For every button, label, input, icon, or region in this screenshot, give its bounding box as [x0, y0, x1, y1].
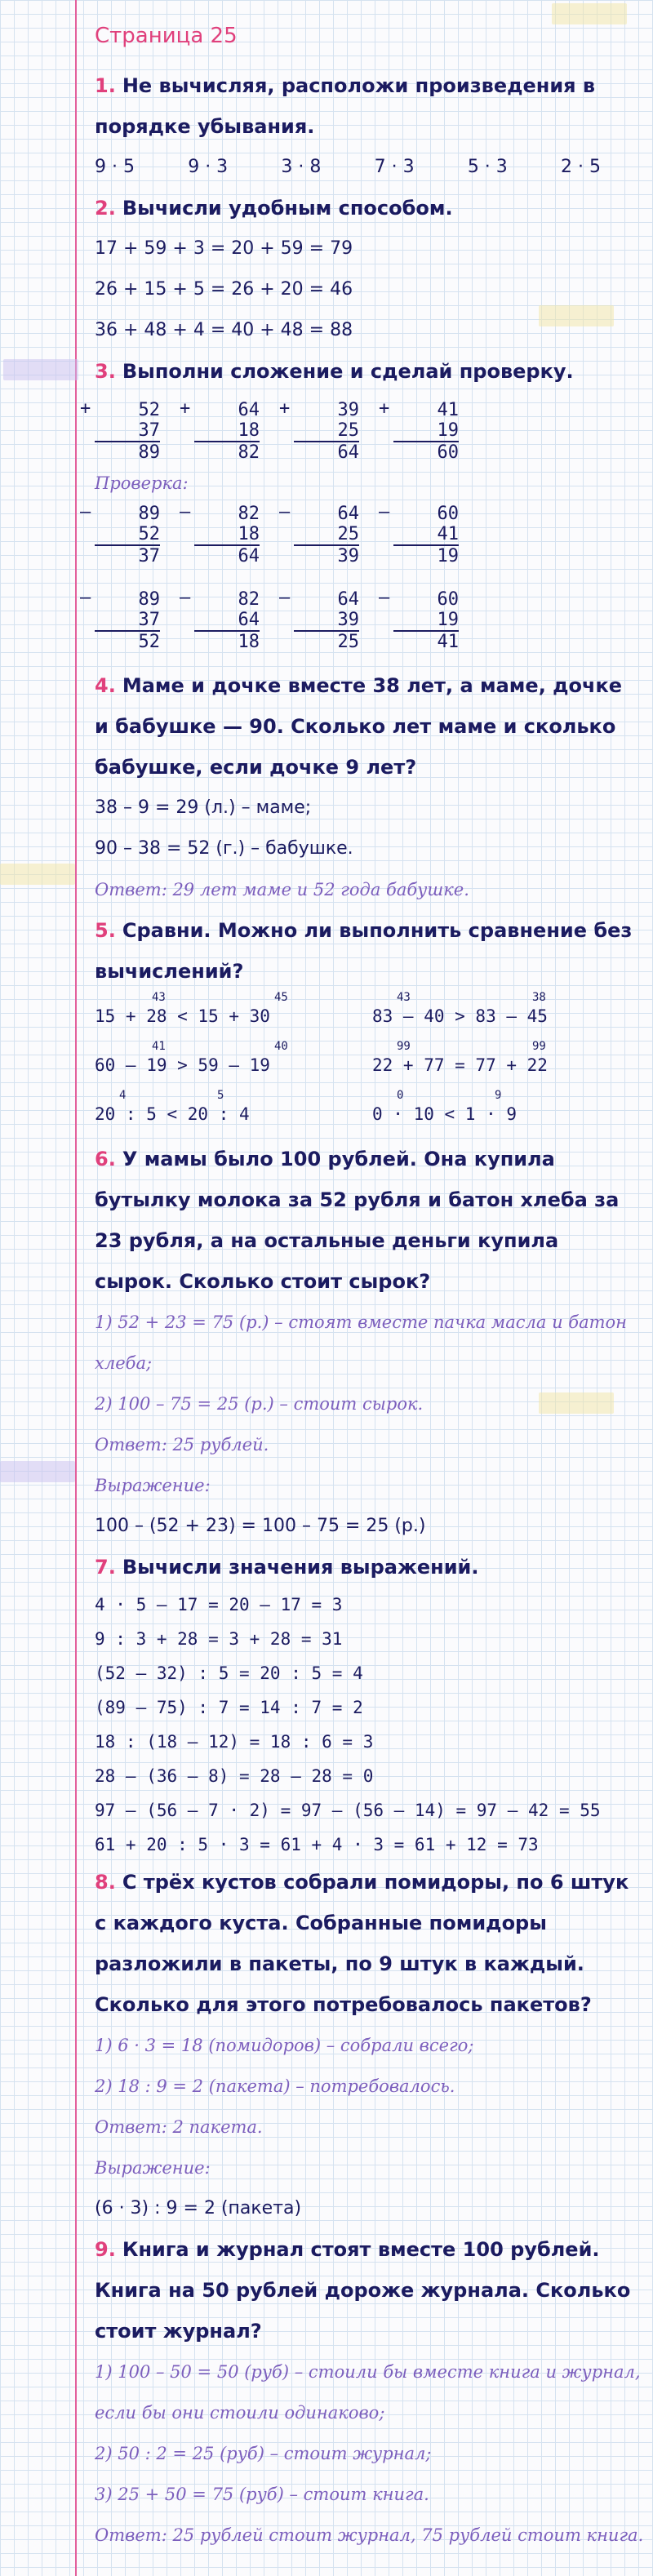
sum: 89 — [138, 442, 160, 463]
addend: 18 — [194, 420, 260, 442]
product-item: 3 · 8 — [281, 157, 322, 177]
task-4 — [95, 665, 642, 910]
column-addition: + 39 25 64 — [279, 398, 359, 463]
sum: 64 — [337, 442, 359, 463]
subtrahend: 52 — [95, 524, 160, 546]
watermark-stamp — [0, 864, 75, 885]
task-text: С трёх кустов собрали помидоры, по 6 штук с каждого куста. Собранные помидоры разложили в пакеты, по 9 штук в каждый. Сколько для этого потребовалось пакетов? — [95, 1871, 629, 2016]
expression-line: (89 – 75) : 7 = 14 : 7 = 2 — [95, 1698, 363, 1717]
task-heading — [95, 351, 642, 392]
products-list — [95, 147, 601, 188]
subtrahend: 64 — [194, 610, 260, 632]
expression-line: 28 – (36 – 8) = 28 – 28 = 0 — [95, 1766, 374, 1786]
expression-line: 4 · 5 – 17 = 20 – 17 = 3 — [95, 1595, 343, 1614]
hint-value: 99 — [397, 1040, 411, 1053]
addend: 41 — [437, 400, 459, 420]
hint-value: 40 — [274, 1040, 288, 1053]
expression-line: (52 – 32) : 5 = 20 : 5 = 4 — [95, 1663, 363, 1683]
task-heading — [95, 2229, 642, 2352]
minuend: 64 — [337, 589, 359, 610]
expression-line: (6 · 3) : 9 = 2 (пакета) — [95, 2198, 302, 2218]
column-subtraction: – 89 37 52 — [80, 588, 160, 652]
difference: 52 — [138, 632, 160, 652]
hint-value: 43 — [397, 991, 411, 1004]
column-subtraction: – 82 64 18 — [180, 588, 260, 652]
hint-value: 41 — [152, 1040, 166, 1053]
product-item: 2 · 5 — [561, 157, 601, 177]
solution-line: 1) 52 + 23 = 75 (р.) – стоят вместе пачка масла и батон хлеба; — [95, 1312, 627, 1373]
column-subtraction: – 60 41 19 — [379, 502, 459, 566]
answer-line: Ответ: 2 пакета. — [95, 2117, 263, 2137]
task-number: 1. — [95, 74, 116, 97]
task-heading — [95, 65, 642, 147]
solution-line: 1) 100 – 50 = 50 (руб) – стоили бы вместе книга и журнал, если бы они стоили одинаково; — [95, 2362, 641, 2423]
task-8 — [95, 1862, 642, 2229]
column-addition: + 52 37 89 — [80, 398, 160, 463]
task-heading — [95, 1547, 642, 1588]
hint-value: 4 — [119, 1089, 127, 1102]
answer-line: Ответ: 25 рублей стоит журнал, 75 рублей стоит книга. — [95, 2525, 644, 2545]
expression-label: Выражение: — [95, 2158, 211, 2178]
sum: 60 — [437, 442, 459, 463]
task-number: 2. — [95, 197, 116, 220]
task-number: 6. — [95, 1148, 116, 1170]
watermark-stamp — [0, 1461, 75, 1482]
solution-line: 26 + 15 + 5 = 26 + 20 = 46 — [95, 279, 353, 300]
addend: 37 — [95, 420, 160, 442]
difference: 25 — [337, 632, 359, 652]
solution-line: 3) 25 + 50 = 75 (руб) – стоит книга. — [95, 2485, 429, 2504]
difference: 41 — [437, 632, 459, 652]
task-number: 4. — [95, 674, 116, 697]
expression-label: Выражение: — [95, 1476, 211, 1495]
solution-line: 36 + 48 + 4 = 40 + 48 = 88 — [95, 320, 353, 340]
hint-value: 5 — [217, 1089, 224, 1102]
comparison-line: 43 45 15 + 28 < 15 + 30 — [95, 991, 288, 1026]
task-number: 7. — [95, 1556, 116, 1579]
comparison-line: 43 38 83 – 40 > 83 – 45 — [372, 991, 548, 1026]
sum: 82 — [238, 442, 260, 463]
task-text: Книга и журнал стоят вместе 100 рублей. Книга на 50 рублей дороже журнала. Сколько стоит журнал? — [95, 2238, 631, 2343]
minuend: 64 — [337, 504, 359, 524]
task-text: У мамы было 100 рублей. Она купила бутылку молока за 52 рубля и батон хлеба за 23 рубля, а на остальные деньги купила сырок. Сколько стоит сырок? — [95, 1148, 620, 1293]
task-heading — [95, 188, 642, 229]
task-text: Сравни. Можно ли выполнить сравнение без вычислений? — [95, 919, 633, 983]
addend: 19 — [393, 420, 459, 442]
difference: 19 — [437, 546, 459, 566]
expression-line: 61 + 20 : 5 · 3 = 61 + 4 · 3 = 61 + 12 = 73 — [95, 1835, 539, 1854]
task-heading — [95, 1139, 642, 1302]
addend: 64 — [238, 400, 260, 420]
solution-line: 2) 100 – 75 = 25 (р.) – стоит сырок. — [95, 1394, 424, 1414]
task-5 — [95, 910, 642, 1139]
comparison-line: 4 5 20 : 5 < 20 : 4 — [95, 1089, 250, 1124]
addend: 39 — [337, 400, 359, 420]
minuend: 82 — [238, 504, 260, 524]
subtrahend: 25 — [294, 524, 359, 546]
subtrahend: 39 — [294, 610, 359, 632]
task-text: Маме и дочке вместе 38 лет, а маме, дочке и бабушке — 90. Сколько лет маме и сколько бабушке, если дочке 9 лет? — [95, 674, 623, 779]
addend: 25 — [294, 420, 359, 442]
solution-line: 38 – 9 = 29 (л.) – маме; — [95, 797, 312, 818]
column-subtraction: – 64 25 39 — [279, 502, 359, 566]
check-columns — [80, 502, 642, 566]
minuend: 89 — [138, 589, 160, 610]
column-subtraction: – 82 18 64 — [180, 502, 260, 566]
subtrahend: 41 — [393, 524, 459, 546]
minuend: 60 — [437, 589, 459, 610]
hint-value: 99 — [532, 1040, 546, 1053]
comparison-grid — [95, 992, 642, 1139]
minuend: 89 — [138, 504, 160, 524]
hint-value: 0 — [397, 1089, 404, 1102]
hint-value: 9 — [495, 1089, 502, 1102]
minuend: 60 — [437, 504, 459, 524]
subtrahend: 19 — [393, 610, 459, 632]
task-3 — [80, 351, 642, 665]
answer-line: Ответ: 29 лет маме и 52 года бабушке. — [95, 880, 469, 899]
expression-line: 9 : 3 + 28 = 3 + 28 = 31 — [95, 1629, 343, 1649]
expression-line: 97 – (56 – 7 · 2) = 97 – (56 – 14) = 97 – 42 = 55 — [95, 1801, 601, 1820]
solution-line: 2) 18 : 9 = 2 (пакета) – потребовалось. — [95, 2076, 455, 2096]
task-text: Не вычисляя, расположи произведения в порядке убывания. — [95, 74, 596, 138]
task-heading — [95, 1862, 642, 2025]
task-heading — [95, 910, 642, 992]
hint-value: 45 — [274, 991, 288, 1004]
product-item: 7 · 3 — [374, 157, 415, 177]
column-addition: + 41 19 60 — [379, 398, 459, 463]
check-columns — [80, 588, 642, 652]
minuend: 82 — [238, 589, 260, 610]
task-9 — [95, 2229, 642, 2556]
watermark-stamp — [3, 359, 78, 380]
task-7 — [95, 1547, 642, 1862]
difference: 39 — [337, 546, 359, 566]
expression-line: 100 – (52 + 23) = 100 – 75 = 25 (р.) — [95, 1516, 426, 1536]
hint-value: 43 — [152, 991, 166, 1004]
column-addition: + 64 18 82 — [180, 398, 260, 463]
column-subtraction: – 60 19 41 — [379, 588, 459, 652]
comparison-line: 0 9 0 · 10 < 1 · 9 — [372, 1089, 518, 1124]
difference: 64 — [238, 546, 260, 566]
difference: 18 — [238, 632, 260, 652]
expression-line: 18 : (18 – 12) = 18 : 6 = 3 — [95, 1732, 374, 1752]
addend: 52 — [138, 400, 160, 420]
solution-line: 2) 50 : 2 = 25 (руб) – стоит журнал; — [95, 2444, 432, 2463]
column-subtraction: – 64 39 25 — [279, 588, 359, 652]
task-number: 9. — [95, 2238, 116, 2261]
difference: 37 — [138, 546, 160, 566]
task-1 — [95, 65, 642, 188]
addition-columns — [80, 398, 642, 463]
check-label: Проверка: — [95, 473, 189, 493]
task-number: 8. — [95, 1871, 116, 1894]
task-text: Вычисли значения выражений. — [122, 1556, 479, 1579]
task-6 — [95, 1139, 642, 1547]
solution-line: 1) 6 · 3 = 18 (помидоров) – собрали всего; — [95, 2036, 474, 2055]
page-content — [80, 20, 644, 2556]
comparison-line: 41 40 60 – 19 > 59 – 19 — [95, 1040, 288, 1075]
hint-value: 38 — [532, 991, 546, 1004]
product-item: 9 · 5 — [95, 157, 135, 177]
subtrahend: 18 — [194, 524, 260, 546]
column-subtraction: – 89 52 37 — [80, 502, 160, 566]
task-text: Выполни сложение и сделай проверку. — [122, 360, 574, 383]
task-number: 5. — [95, 919, 116, 942]
notebook-margin-line — [75, 0, 77, 2576]
comparison-line: 99 99 22 + 77 = 77 + 22 — [372, 1040, 548, 1075]
page-title: Страница 25 — [95, 24, 238, 48]
task-number: 3. — [95, 360, 116, 383]
answer-line: Ответ: 25 рублей. — [95, 1435, 269, 1455]
task-heading — [95, 665, 642, 788]
task-2 — [95, 188, 642, 351]
product-item: 5 · 3 — [467, 157, 508, 177]
solution-line: 90 – 38 = 52 (г.) – бабушке. — [95, 838, 353, 859]
solution-line: 17 + 59 + 3 = 20 + 59 = 79 — [95, 238, 353, 259]
subtrahend: 37 — [95, 610, 160, 632]
task-text: Вычисли удобным способом. — [122, 197, 453, 220]
product-item: 9 · 3 — [188, 157, 229, 177]
